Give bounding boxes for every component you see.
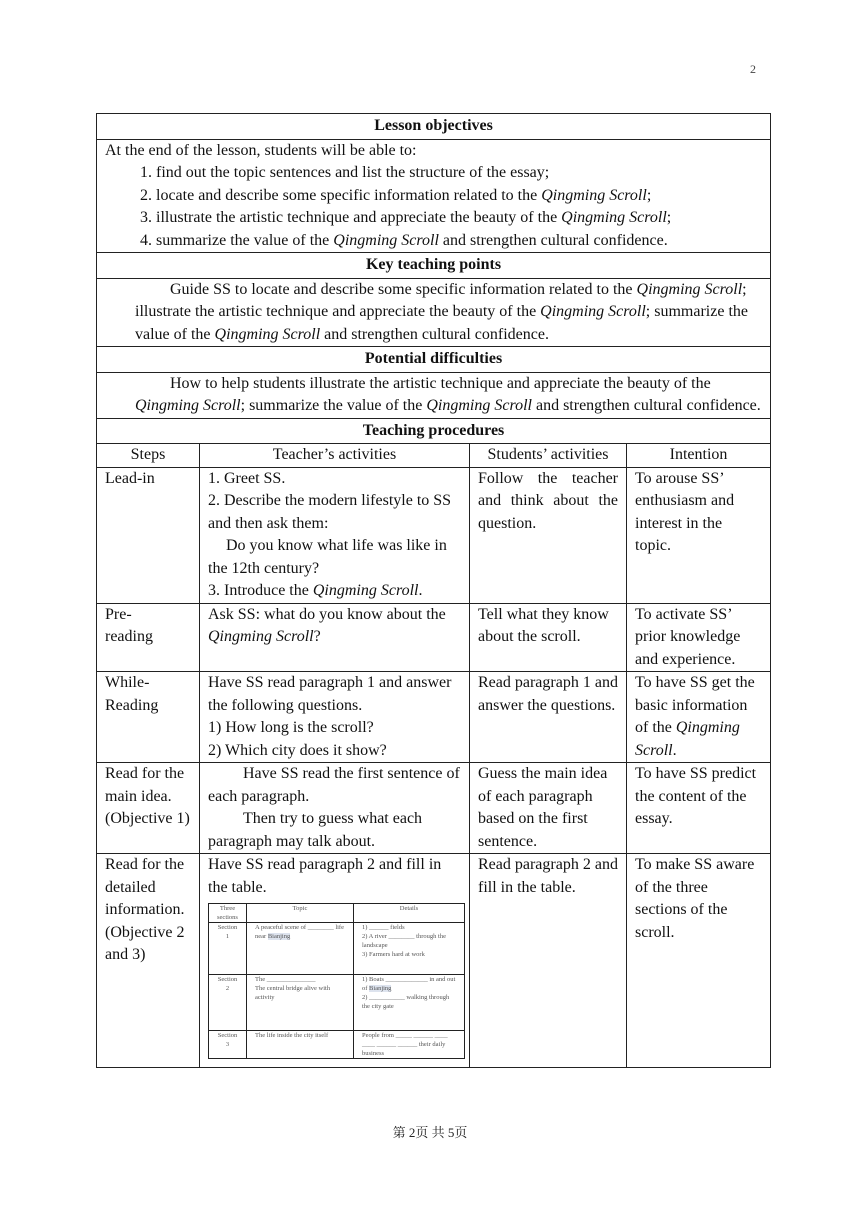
intention-cell: To have SS get the basic information of the Qingming Scroll. <box>627 672 771 763</box>
student-cell: Tell what they know about the scroll. <box>470 603 627 672</box>
teacher-cell: Ask SS: what do you know about the Qingming Scroll? <box>200 603 470 672</box>
objective-item: 3. illustrate the artistic technique and appreciate the beauty of the Qingming Scroll; <box>140 209 672 226</box>
intention-cell: To have SS predict the content of the essay. <box>627 763 771 854</box>
mini-section-label: Section 3 <box>209 1031 247 1059</box>
column-header-steps: Steps <box>97 444 200 468</box>
key-points-header: Key teaching points <box>97 253 771 279</box>
teacher-cell: Have SS read paragraph 2 and fill in the table. Three sections Topic Details Section 1 A peaceful scene of ________ life near Bianjing 1) ______ fields 2) A river ________ through the landscape 3) Farmers hard at work Section 2 The _______________ The central bridge alive with activity 1) Boats _____________ in and out of Bianjing 2) ___________ walking through the city gate Section 3 The life inside the city itself People from _____ ______ ____ ____ ______ ______ their daily business <box>200 854 470 1068</box>
student-cell: Guess the main idea of each paragraph based on the first sentence. <box>470 763 627 854</box>
table-row <box>97 763 771 854</box>
objectives-body <box>97 139 771 253</box>
table-row <box>97 467 771 603</box>
teacher-cell: Have SS read the first sentence of each paragraph. Then try to guess what each paragraph may talk about. <box>200 763 470 854</box>
teacher-cell: Have SS read paragraph 1 and answer the following questions. 1) How long is the scroll? 2) Which city does it show? <box>200 672 470 763</box>
mini-header: Three sections <box>209 904 247 923</box>
teacher-cell: 1. Greet SS. 2. Describe the modern lifestyle to SS and then ask them: Do you know what life was like in the 12th century? 3. Introduce the Qingming Scroll. <box>200 467 470 603</box>
lesson-plan-table <box>96 113 771 1068</box>
objectives-intro: At the end of the lesson, students will be able to: <box>105 141 417 159</box>
student-cell: Follow the teacher and think about the question. <box>470 467 627 603</box>
table-row <box>97 854 771 1068</box>
step-cell: While-Reading <box>97 672 200 763</box>
page-footer: 第 2页 共 5页 <box>392 1125 468 1140</box>
key-points-body <box>97 278 771 347</box>
column-header-students: Students’ activities <box>470 444 627 468</box>
student-cell: Read paragraph 1 and answer the questions. <box>470 672 627 763</box>
difficulties-header: Potential difficulties <box>97 347 771 373</box>
mini-details: 1) Boats _____________ in and out of Bianjing 2) ___________ walking through the city gate <box>354 975 465 1031</box>
step-cell: Pre-reading <box>97 603 200 672</box>
column-header-teacher: Teacher’s activities <box>200 444 470 468</box>
mini-details: People from _____ ______ ____ ____ ______ ______ their daily business <box>354 1031 465 1059</box>
column-header-intention: Intention <box>627 444 771 468</box>
table-row <box>97 603 771 672</box>
difficulties-text: How to help students illustrate the artistic technique and appreciate the beauty of the Qingming Scroll; summarize the value of the Qingming Scroll and strengthen cultural confidence. <box>135 374 761 414</box>
student-cell: Read paragraph 2 and fill in the table. <box>470 854 627 1068</box>
key-points-text: Guide SS to locate and describe some specific information related to the Qingming Scroll; illustrate the artistic technique and appreciate the beauty of the Qingming Scroll; summarize the value of the Qingming Scroll and strengthen cultural confidence. <box>135 280 748 343</box>
page-number-top: 2 <box>750 62 756 76</box>
mini-section-label: Section 2 <box>209 975 247 1031</box>
step-cell: Lead-in <box>97 467 200 603</box>
difficulties-body <box>97 372 771 418</box>
mini-header: Topic <box>247 904 354 923</box>
objective-item: 1. find out the topic sentences and list the structure of the essay; <box>140 164 550 181</box>
mini-topic: The life inside the city itself <box>247 1031 354 1059</box>
objective-item: 4. summarize the value of the Qingming Scroll and strengthen cultural confidence. <box>140 231 668 249</box>
intention-cell: To activate SS’ prior knowledge and experience. <box>627 603 771 672</box>
intention-cell: To arouse SS’ enthusiasm and interest in the topic. <box>627 467 771 603</box>
table-row <box>97 672 771 763</box>
step-cell: Read for the detailed information. (Objective 2 and 3) <box>97 854 200 1068</box>
objectives-header: Lesson objectives <box>97 114 771 140</box>
objective-item: 2. locate and describe some specific information related to the Qingming Scroll; <box>140 186 652 204</box>
mini-section-label: Section 1 <box>209 923 247 975</box>
mini-header: Details <box>354 904 465 923</box>
mini-topic: A peaceful scene of ________ life near Bianjing <box>247 923 354 975</box>
step-cell: Read for the main idea. (Objective 1) <box>97 763 200 854</box>
mini-topic: The _______________ The central bridge alive with activity <box>247 975 354 1031</box>
mini-details: 1) ______ fields 2) A river ________ through the landscape 3) Farmers hard at work <box>354 923 465 975</box>
fill-in-table <box>208 903 465 1059</box>
intention-cell: To make SS aware of the three sections of the scroll. <box>627 854 771 1068</box>
procedures-header: Teaching procedures <box>97 418 771 444</box>
